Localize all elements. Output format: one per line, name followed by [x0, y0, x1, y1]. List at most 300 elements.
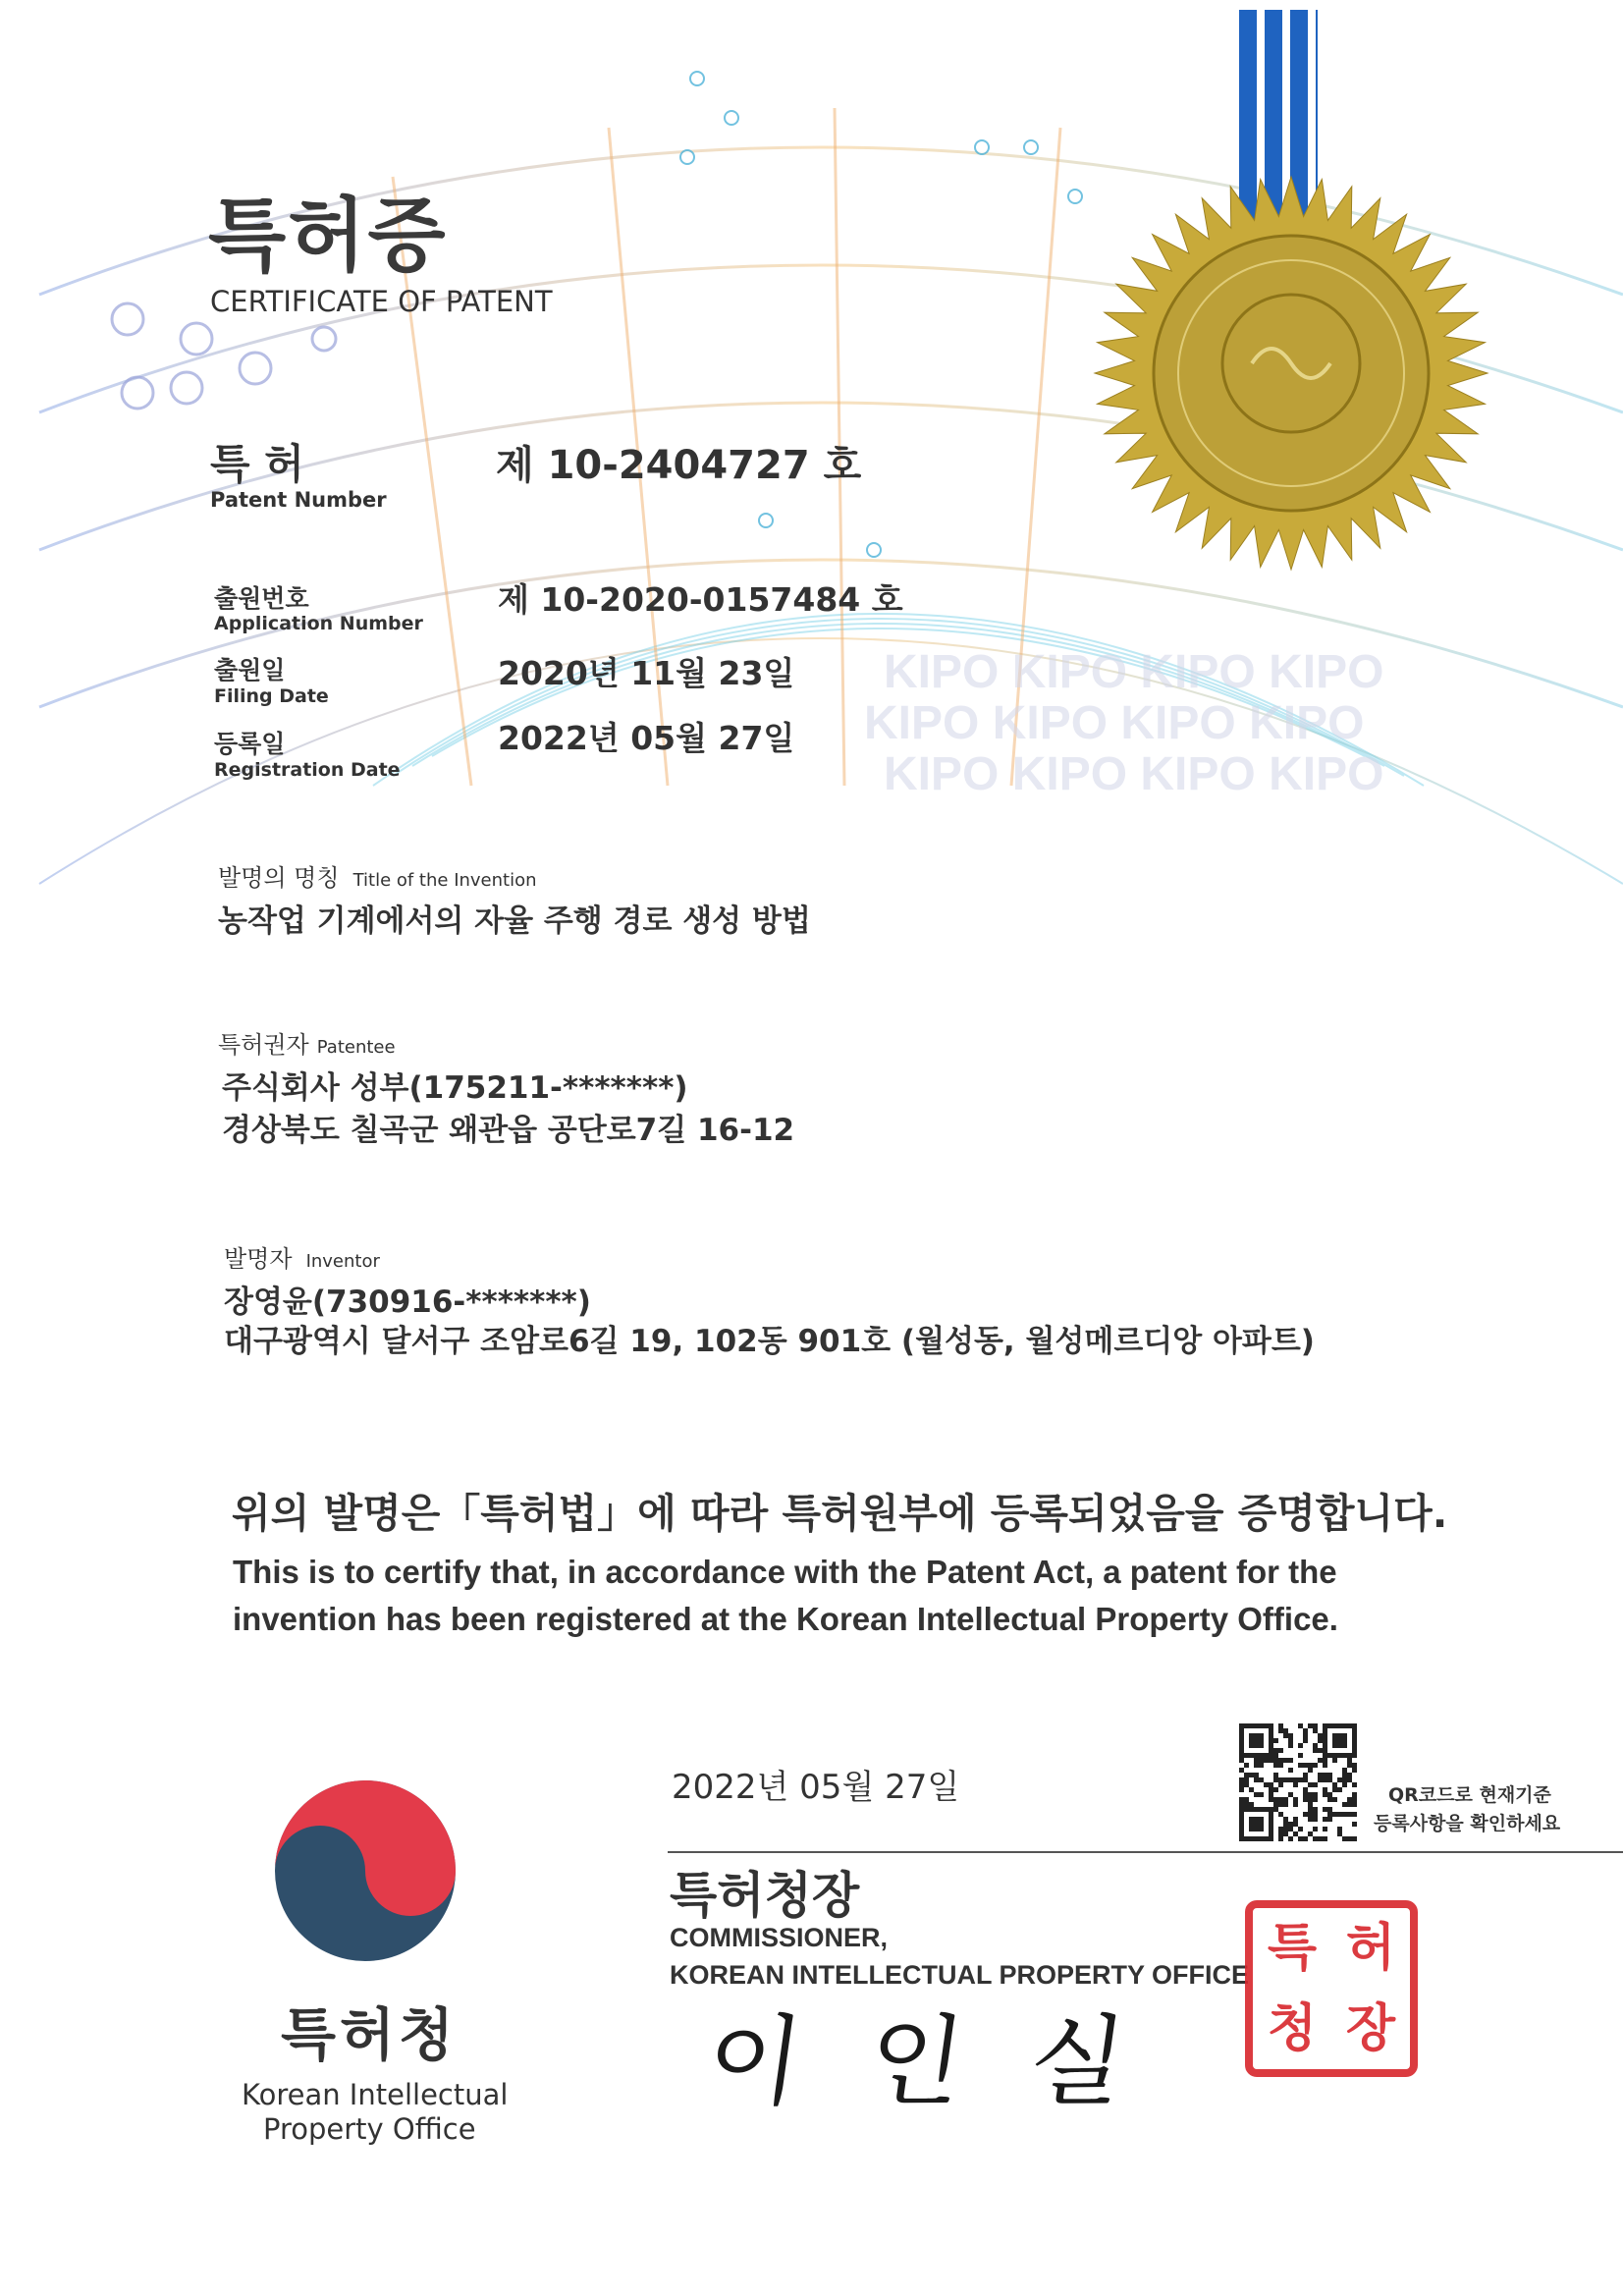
qr-module	[1332, 1723, 1337, 1728]
qr-module	[1283, 1758, 1288, 1763]
inventor-label-en: Inventor	[305, 1251, 380, 1272]
qr-module	[1249, 1827, 1254, 1831]
qr-module	[1342, 1743, 1347, 1748]
signatory-title-ko: 특허청장	[670, 1867, 860, 1924]
qr-module	[1352, 1768, 1357, 1773]
qr-module	[1352, 1753, 1357, 1758]
qr-module	[1342, 1738, 1347, 1743]
application-number-label-ko: 출원번호	[214, 584, 309, 613]
qr-module	[1303, 1773, 1308, 1777]
qr-module	[1278, 1802, 1283, 1807]
qr-module	[1303, 1733, 1308, 1738]
qr-note-line2: 등록사항을 확인하세요	[1374, 1813, 1561, 1834]
qr-module	[1259, 1822, 1264, 1827]
qr-module	[1239, 1812, 1244, 1817]
qr-module	[1244, 1836, 1249, 1841]
qr-module	[1254, 1743, 1259, 1748]
qr-module	[1259, 1817, 1264, 1822]
qr-module	[1303, 1836, 1308, 1841]
qr-module	[1303, 1792, 1308, 1797]
qr-module	[1352, 1792, 1357, 1797]
registration-date-label-ko: 등록일	[214, 730, 286, 758]
qr-module	[1278, 1831, 1283, 1836]
qr-module	[1293, 1831, 1298, 1836]
application-number-label-en: Application Number	[214, 613, 423, 634]
qr-module	[1239, 1807, 1244, 1812]
qr-module	[1337, 1738, 1342, 1743]
qr-module	[1254, 1738, 1259, 1743]
qr-module	[1352, 1763, 1357, 1768]
qr-module	[1318, 1748, 1323, 1753]
official-red-seal	[1245, 1900, 1418, 2077]
office-name-ko: 특허청	[281, 2001, 459, 2068]
qr-module	[1239, 1768, 1244, 1773]
patent-number-value: 제 10-2404727 호	[496, 443, 862, 488]
qr-module	[1323, 1777, 1327, 1782]
qr-module	[1254, 1827, 1259, 1831]
qr-module	[1337, 1777, 1342, 1782]
qr-module	[1278, 1728, 1283, 1733]
qr-module	[1352, 1723, 1357, 1728]
qr-module	[1273, 1748, 1278, 1753]
qr-module	[1273, 1773, 1278, 1777]
qr-module	[1259, 1792, 1264, 1797]
qr-module	[1259, 1753, 1264, 1758]
qr-module	[1239, 1777, 1244, 1782]
qr-module	[1303, 1777, 1308, 1782]
seal-glyph: 장	[1345, 1999, 1396, 2058]
kipo-taegeuk-logo-icon	[270, 1776, 461, 1967]
qr-module	[1259, 1827, 1264, 1831]
qr-module	[1283, 1817, 1288, 1822]
qr-module	[1273, 1787, 1278, 1792]
qr-module	[1352, 1822, 1357, 1827]
qr-module	[1313, 1748, 1318, 1753]
qr-module	[1298, 1777, 1303, 1782]
qr-module	[1288, 1836, 1293, 1841]
qr-module	[1337, 1723, 1342, 1728]
invention-title: 농작업 기계에서의 자율 주행 경로 생성 방법	[218, 903, 811, 939]
qr-module	[1269, 1812, 1273, 1817]
qr-module	[1244, 1807, 1249, 1812]
inventor-address: 대구광역시 달서구 조암로6길 19, 102동 901호 (월성동, 월성메르디앙 아파트)	[224, 1324, 1315, 1359]
gold-seal-icon	[1090, 172, 1492, 574]
qr-module	[1273, 1758, 1278, 1763]
qr-module	[1293, 1777, 1298, 1782]
qr-module	[1239, 1827, 1244, 1831]
qr-module	[1323, 1748, 1327, 1753]
qr-module	[1323, 1836, 1327, 1841]
kipo-watermark	[864, 646, 1383, 800]
inventor-label	[224, 1239, 380, 1274]
qr-module	[1273, 1753, 1278, 1758]
qr-module	[1278, 1723, 1283, 1728]
qr-module	[1239, 1728, 1244, 1733]
qr-module	[1278, 1758, 1283, 1763]
qr-module	[1239, 1817, 1244, 1822]
qr-module	[1288, 1827, 1293, 1831]
qr-module	[1249, 1822, 1254, 1827]
qr-module	[1313, 1807, 1318, 1812]
qr-module	[1244, 1773, 1249, 1777]
qr-module	[1273, 1777, 1278, 1782]
patentee-label	[218, 1025, 396, 1060]
qr-module	[1313, 1836, 1318, 1841]
qr-module	[1323, 1773, 1327, 1777]
qr-module	[1313, 1782, 1318, 1787]
qr-module	[1269, 1733, 1273, 1738]
qr-module	[1347, 1802, 1352, 1807]
qr-module	[1323, 1817, 1327, 1822]
office-name-en1: Korean Intellectual	[242, 2078, 509, 2111]
kipo-watermark-row: KIPO KIPO KIPO KIPO	[884, 748, 1384, 800]
qr-module	[1303, 1787, 1308, 1792]
qr-module	[1293, 1782, 1298, 1787]
qr-module	[1352, 1738, 1357, 1743]
qr-module	[1337, 1812, 1342, 1817]
filing-date-value: 2020년 11월 23일	[498, 654, 795, 692]
qr-module	[1303, 1763, 1308, 1768]
qr-module	[1239, 1733, 1244, 1738]
qr-module	[1347, 1777, 1352, 1782]
issue-date: 2022년 05월 27일	[672, 1768, 960, 1807]
application-number-value: 제 10-2020-0157484 호	[498, 580, 903, 619]
qr-module	[1347, 1723, 1352, 1728]
qr-module	[1327, 1812, 1332, 1817]
qr-module	[1332, 1812, 1337, 1817]
qr-module	[1259, 1777, 1264, 1782]
qr-module	[1254, 1773, 1259, 1777]
qr-module	[1337, 1733, 1342, 1738]
qr-module	[1342, 1812, 1347, 1817]
qr-module	[1352, 1782, 1357, 1787]
qr-module	[1327, 1792, 1332, 1797]
qr-module	[1259, 1758, 1264, 1763]
qr-module	[1259, 1763, 1264, 1768]
qr-module	[1269, 1817, 1273, 1822]
registration-date-value: 2022년 05월 27일	[498, 719, 795, 757]
qr-module	[1269, 1827, 1273, 1831]
qr-module	[1308, 1782, 1313, 1787]
qr-module	[1269, 1738, 1273, 1743]
qr-module	[1308, 1802, 1313, 1807]
qr-module	[1332, 1782, 1337, 1787]
qr-module	[1308, 1817, 1313, 1822]
qr-module	[1239, 1822, 1244, 1827]
qr-module	[1288, 1822, 1293, 1827]
qr-module	[1269, 1807, 1273, 1812]
qr-module	[1283, 1797, 1288, 1802]
inventor-label-ko: 발명자	[224, 1245, 293, 1273]
qr-module	[1244, 1777, 1249, 1782]
qr-module	[1273, 1807, 1278, 1812]
certification-en-line1: This is to certify that, in accordance with the Patent Act, a patent for the	[233, 1554, 1337, 1590]
qr-module	[1254, 1777, 1259, 1782]
qr-module	[1239, 1836, 1244, 1841]
qr-module	[1298, 1753, 1303, 1758]
qr-module	[1259, 1723, 1264, 1728]
qr-module	[1327, 1777, 1332, 1782]
qr-module	[1254, 1792, 1259, 1797]
seal-glyph: 청	[1267, 1999, 1318, 2058]
qr-module	[1249, 1836, 1254, 1841]
qr-module	[1342, 1802, 1347, 1807]
qr-module	[1313, 1763, 1318, 1768]
qr-module	[1323, 1738, 1327, 1743]
qr-module	[1283, 1777, 1288, 1782]
qr-module	[1249, 1743, 1254, 1748]
patentee-label-ko: 특허권자	[218, 1031, 309, 1059]
qr-module	[1254, 1753, 1259, 1758]
qr-module	[1347, 1797, 1352, 1802]
qr-module	[1298, 1723, 1303, 1728]
filing-date-label-en: Filing Date	[214, 685, 329, 707]
qr-module	[1347, 1812, 1352, 1817]
inventor-name: 장영윤(730916-*******)	[224, 1285, 591, 1320]
qr-module	[1269, 1787, 1273, 1792]
qr-module	[1269, 1728, 1273, 1733]
qr-module	[1269, 1822, 1273, 1827]
qr-module	[1278, 1782, 1283, 1787]
qr-module	[1273, 1738, 1278, 1743]
qr-module	[1332, 1743, 1337, 1748]
registration-date-label-en: Registration Date	[214, 759, 401, 781]
qr-note-line1: QR코드로 현재기준	[1388, 1784, 1551, 1806]
qr-module	[1352, 1797, 1357, 1802]
qr-module	[1269, 1836, 1273, 1841]
qr-module	[1273, 1802, 1278, 1807]
qr-module	[1293, 1817, 1298, 1822]
certificate-title-en: CERTIFICATE OF PATENT	[210, 285, 553, 318]
qr-module	[1239, 1797, 1244, 1802]
qr-module	[1342, 1836, 1347, 1841]
qr-module	[1283, 1831, 1288, 1836]
patentee-address: 경상북도 칠곡군 왜관읍 공단로7길 16-12	[222, 1113, 795, 1148]
qr-module	[1332, 1753, 1337, 1758]
qr-module	[1332, 1733, 1337, 1738]
qr-module	[1254, 1763, 1259, 1768]
qr-module	[1239, 1758, 1244, 1763]
qr-module	[1318, 1733, 1323, 1738]
qr-code-icon[interactable]	[1239, 1723, 1357, 1841]
qr-module	[1239, 1782, 1244, 1787]
qr-module	[1308, 1723, 1313, 1728]
qr-module	[1318, 1836, 1323, 1841]
qr-module	[1313, 1817, 1318, 1822]
invention-label-ko: 발명의 명칭	[218, 864, 340, 892]
qr-module	[1342, 1723, 1347, 1728]
qr-module	[1249, 1817, 1254, 1822]
qr-module	[1352, 1748, 1357, 1753]
qr-module	[1332, 1787, 1337, 1792]
qr-module	[1259, 1836, 1264, 1841]
qr-module	[1293, 1797, 1298, 1802]
signatory-title-en2: KOREAN INTELLECTUAL PROPERTY OFFICE	[670, 1960, 1250, 1990]
qr-module	[1337, 1831, 1342, 1836]
qr-module	[1313, 1743, 1318, 1748]
qr-module	[1269, 1743, 1273, 1748]
qr-module	[1288, 1792, 1293, 1797]
qr-module	[1239, 1802, 1244, 1807]
signature-divider	[668, 1851, 1623, 1853]
qr-module	[1352, 1812, 1357, 1817]
qr-module	[1308, 1768, 1313, 1773]
qr-module	[1337, 1787, 1342, 1792]
qr-module	[1249, 1738, 1254, 1743]
qr-module	[1327, 1753, 1332, 1758]
qr-module	[1308, 1797, 1313, 1802]
qr-module	[1313, 1723, 1318, 1728]
qr-module	[1323, 1753, 1327, 1758]
patentee-label-en: Patentee	[316, 1037, 396, 1058]
qr-module	[1323, 1763, 1327, 1768]
qr-module	[1293, 1802, 1298, 1807]
qr-module	[1273, 1797, 1278, 1802]
qr-module	[1259, 1733, 1264, 1738]
qr-module	[1283, 1822, 1288, 1827]
qr-module	[1347, 1763, 1352, 1768]
qr-module	[1293, 1822, 1298, 1827]
qr-module	[1264, 1758, 1269, 1763]
qr-module	[1239, 1723, 1244, 1728]
qr-module	[1239, 1748, 1244, 1753]
handwritten-signature: 이 인 실	[698, 2004, 1151, 2119]
qr-module	[1264, 1807, 1269, 1812]
qr-module	[1269, 1792, 1273, 1797]
qr-module	[1278, 1763, 1283, 1768]
qr-module	[1323, 1723, 1327, 1728]
qr-module	[1332, 1758, 1337, 1763]
qr-module	[1323, 1728, 1327, 1733]
qr-module	[1352, 1802, 1357, 1807]
qr-module	[1288, 1743, 1293, 1748]
qr-module	[1283, 1733, 1288, 1738]
qr-module	[1342, 1733, 1347, 1738]
qr-module	[1332, 1797, 1337, 1802]
qr-module	[1269, 1797, 1273, 1802]
qr-module	[1278, 1836, 1283, 1841]
qr-module	[1342, 1773, 1347, 1777]
qr-module	[1269, 1748, 1273, 1753]
certification-en-line2: invention has been registered at the Korean Intellectual Property Office.	[233, 1601, 1338, 1637]
qr-module	[1303, 1797, 1308, 1802]
qr-module	[1239, 1831, 1244, 1836]
qr-module	[1308, 1807, 1313, 1812]
qr-module	[1249, 1807, 1254, 1812]
qr-module	[1269, 1831, 1273, 1836]
qr-module	[1239, 1738, 1244, 1743]
qr-module	[1269, 1753, 1273, 1758]
qr-module	[1239, 1787, 1244, 1792]
qr-module	[1347, 1758, 1352, 1763]
qr-module	[1327, 1797, 1332, 1802]
qr-module	[1323, 1758, 1327, 1763]
certificate-title-ko: 특허증	[208, 190, 448, 283]
qr-module	[1318, 1738, 1323, 1743]
qr-module	[1323, 1743, 1327, 1748]
qr-module	[1259, 1738, 1264, 1743]
qr-module	[1278, 1777, 1283, 1782]
qr-module	[1337, 1827, 1342, 1831]
qr-module	[1327, 1723, 1332, 1728]
qr-module	[1347, 1753, 1352, 1758]
qr-module	[1313, 1728, 1318, 1733]
qr-module	[1298, 1836, 1303, 1841]
qr-module	[1249, 1787, 1254, 1792]
signatory-title-en1: COMMISSIONER,	[670, 1923, 889, 1952]
seal-glyph: 허	[1345, 1919, 1396, 1978]
qr-module	[1254, 1836, 1259, 1841]
qr-module	[1278, 1748, 1283, 1753]
qr-module	[1342, 1782, 1347, 1787]
qr-module	[1327, 1817, 1332, 1822]
qr-module	[1352, 1728, 1357, 1733]
qr-module	[1337, 1753, 1342, 1758]
qr-module	[1327, 1807, 1332, 1812]
qr-module	[1288, 1738, 1293, 1743]
qr-module	[1313, 1792, 1318, 1797]
patentee-name: 주식회사 성부(175211-*******)	[222, 1070, 688, 1106]
qr-module	[1269, 1758, 1273, 1763]
qr-module	[1254, 1822, 1259, 1827]
qr-module	[1244, 1782, 1249, 1787]
qr-module	[1303, 1812, 1308, 1817]
qr-module	[1308, 1812, 1313, 1817]
qr-module	[1288, 1733, 1293, 1738]
qr-module	[1318, 1758, 1323, 1763]
qr-module	[1254, 1723, 1259, 1728]
qr-module	[1254, 1733, 1259, 1738]
qr-module	[1283, 1802, 1288, 1807]
qr-module	[1273, 1763, 1278, 1768]
qr-module	[1308, 1763, 1313, 1768]
qr-module	[1352, 1836, 1357, 1841]
qr-module	[1323, 1827, 1327, 1831]
qr-module	[1283, 1728, 1288, 1733]
qr-module	[1323, 1807, 1327, 1812]
qr-module	[1249, 1723, 1254, 1728]
invention-label	[218, 858, 537, 893]
seal-glyph: 특	[1267, 1919, 1318, 1978]
qr-module	[1278, 1812, 1283, 1817]
qr-module	[1254, 1758, 1259, 1763]
qr-module	[1323, 1792, 1327, 1797]
qr-module	[1259, 1807, 1264, 1812]
qr-module	[1342, 1768, 1347, 1773]
qr-module	[1264, 1836, 1269, 1841]
qr-module	[1308, 1831, 1313, 1836]
qr-module	[1313, 1812, 1318, 1817]
qr-module	[1298, 1743, 1303, 1748]
qr-module	[1342, 1753, 1347, 1758]
qr-module	[1239, 1753, 1244, 1758]
qr-module	[1264, 1723, 1269, 1728]
qr-module	[1249, 1802, 1254, 1807]
qr-module	[1288, 1758, 1293, 1763]
qr-module	[1303, 1738, 1308, 1743]
qr-module	[1239, 1743, 1244, 1748]
qr-module	[1249, 1773, 1254, 1777]
qr-module	[1337, 1743, 1342, 1748]
qr-module	[1313, 1827, 1318, 1831]
qr-module	[1244, 1753, 1249, 1758]
qr-module	[1288, 1768, 1293, 1773]
qr-module	[1264, 1753, 1269, 1758]
qr-module	[1347, 1773, 1352, 1777]
qr-module	[1244, 1763, 1249, 1768]
qr-module	[1298, 1763, 1303, 1768]
filing-date-label-ko: 출원일	[214, 656, 286, 684]
